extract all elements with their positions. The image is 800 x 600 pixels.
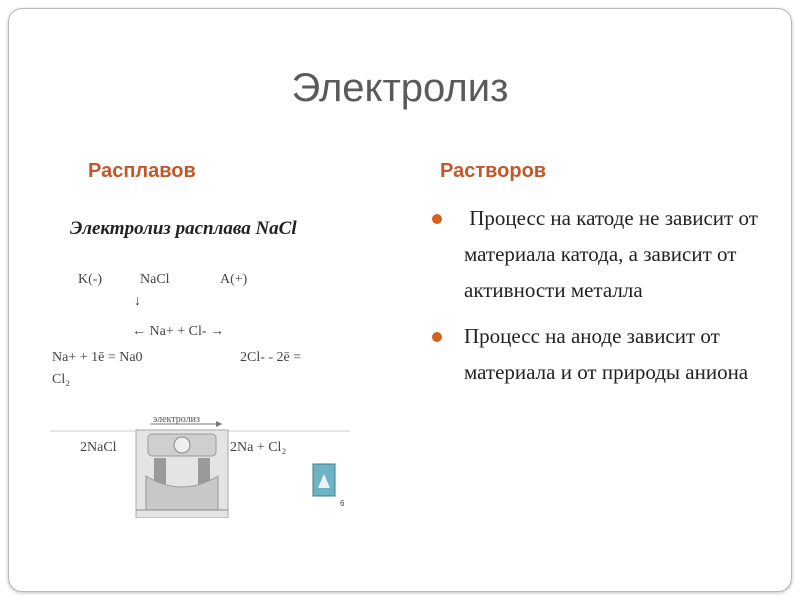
electrolysis-scheme-image <box>50 208 350 518</box>
reactant-label: 2NaCl <box>80 440 117 455</box>
scheme-heading: Электролиз расплава NaCl <box>70 218 297 239</box>
corner-mark: 6 <box>340 499 345 508</box>
bullet-anode-text: Процесс на аноде зависит от материала и от природы аниона <box>464 324 749 384</box>
dissociation-arrow: ↓ <box>134 294 141 309</box>
bullet-cathode <box>432 200 762 308</box>
anode-label: A(+) <box>220 272 248 287</box>
solutions-bullet-list <box>432 200 762 400</box>
melts-heading: Расплавов <box>88 160 196 182</box>
products-label: 2Na + Cl₂ <box>230 440 287 455</box>
anode-reaction: 2Cl- - 2ē = <box>240 350 302 365</box>
apparatus-label: электролиз <box>153 414 200 425</box>
bullet-dot-icon <box>432 332 442 342</box>
salt-label: NaCl <box>140 272 170 287</box>
bullet-dot-icon <box>432 214 442 224</box>
cathode-reaction: Na+ + 1ē = Na0 <box>52 350 143 365</box>
bullet-anode <box>432 318 762 390</box>
ions-label: ← Na+ + Cl- → <box>132 324 225 339</box>
electrolysis-apparatus-drawing <box>50 208 350 518</box>
cathode-label: K(-) <box>78 272 103 287</box>
bullet-cathode-text: Процесс на катоде не зависит от материала катода, а зависит от активности металла <box>464 206 764 302</box>
cathode-reaction-product: Cl₂ <box>52 372 71 387</box>
slide-title: Электролиз <box>291 66 509 110</box>
solutions-heading: Растворов <box>440 160 547 182</box>
